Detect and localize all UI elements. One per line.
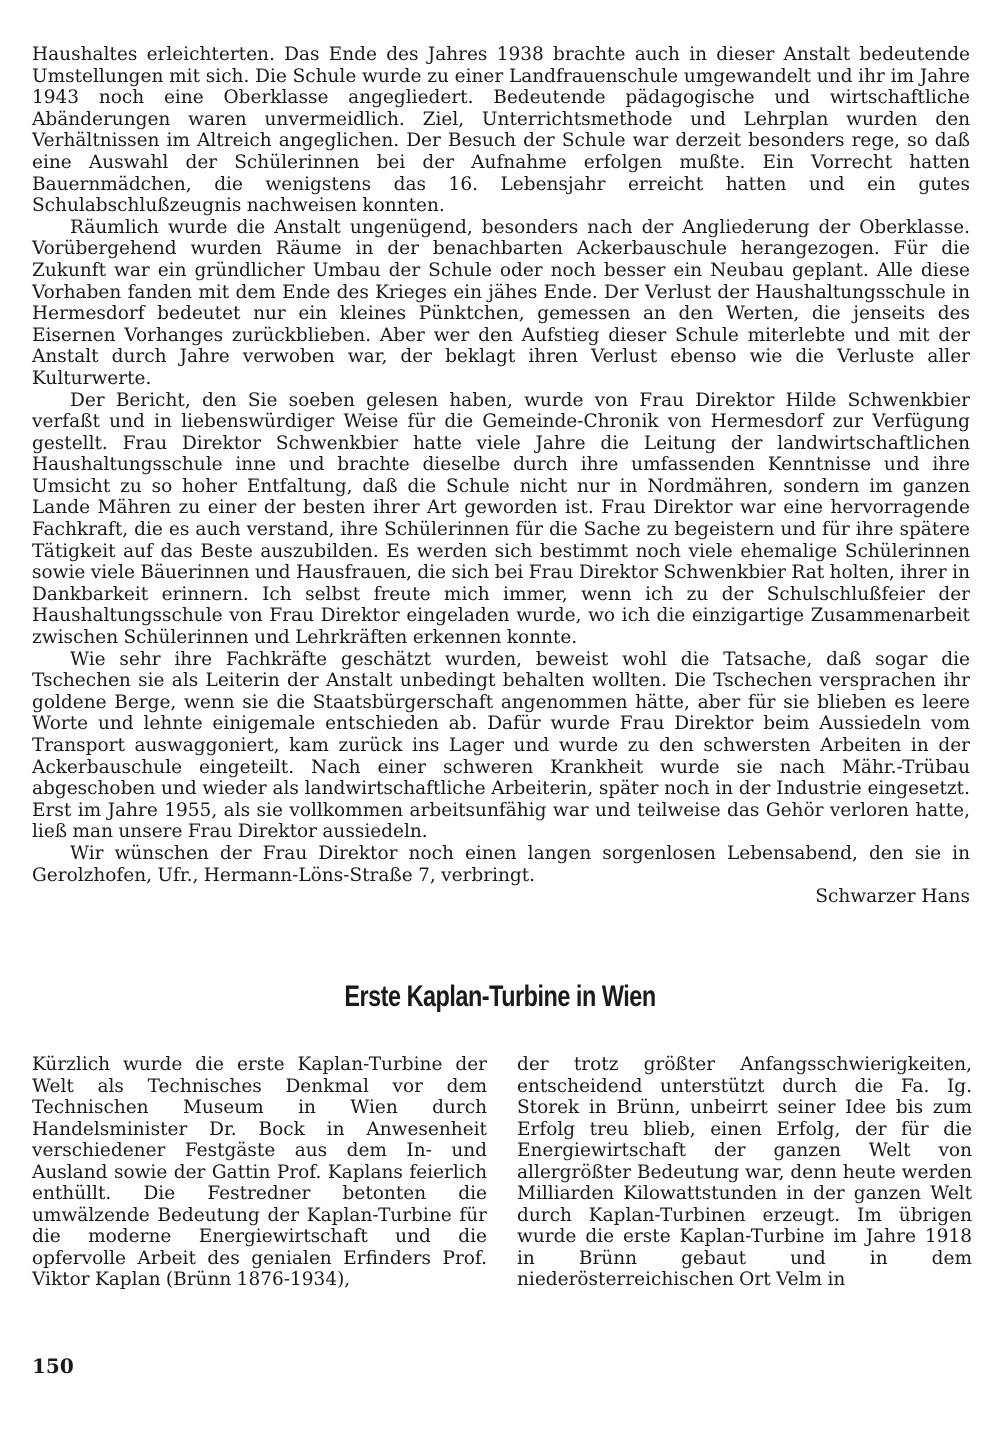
paragraph-4: Wie sehr ihre Fachkräfte geschätzt wurden, beweist wohl die Tatsache, daß sogar die Tschechen sie als Leiterin der Anstalt unbedingt behalten wollten. Die Tschechen versprachen ihr goldene Berge, wenn sie die Staatsbürgerschaft angenommen hätte, aber für sie blieben es leere Worte und lehnte einigemale entschieden ab. Dafür wurde Frau Direktor beim Aussiedeln vom Transport auswaggoniert, kam zurück ins Lager und wurde zu den schwersten Arbeiten in der Ackerbauschule eingeteilt. Nach einer schweren Krankheit wurde sie nach Mähr.-Trübau abgeschoben und wieder als landwirtschaftliche Arbeiterin, später noch in der Industrie eingesetzt. Erst im Jahre 1955, als sie vollkommen arbeitsunfähig war und teilweise das Gehör verloren hatte, ließ man unsere Frau Direktor aussiedeln. [32,648,970,843]
article-title: Erste Kaplan-Turbine in Wien [344,980,656,1013]
page-number: 150 [32,1354,74,1378]
paragraph-5: Wir wünschen der Frau Direktor noch einen langen sorgenlosen Lebensabend, den sie in Gerolzhofen, Ufr., Hermann-Löns-Straße 7, verbringt. [32,842,970,886]
paragraph-2: Räumlich wurde die Anstalt ungenügend, besonders nach der Angliederung der Oberklasse. Vorübergehend wurden Räume in der benachbarten Ackerbauschule herangezogen. Für die Zukunft war ein gründlicher Umbau der Schule oder noch besser ein Neubau geplant. Alle diese Vorhaben fanden mit dem Ende des Krieges ein jähes Ende. Der Verlust der Haushaltungsschule in Hermesdorf bedeutet nur ein kleines Pünktchen, gemessen an den Werten, die jenseits des Eisernen Vorhanges zurückblieben. Aber wer den Aufstieg dieser Schule miterlebte und mit der Anstalt durch Jahre verwoben war, der beklagt ihren Verlust ebenso wie die Verluste aller Kulturwerte. [32,216,970,389]
article-column-right: der trotz größter Anfangsschwierigkeiten, entscheidend unterstützt durch die Fa. Ig. Storek in Brünn, unbeirrt seiner Idee bis zum Erfolg treu blieb, einen Erfolg, der für die Energiewirtschaft der ganzen Welt von allergrößter Bedeutung war, denn heute werden Milliarden Kilowattstunden in der ganzen Welt durch Kaplan-Turbinen erzeugt. Im übrigen wurde die erste Kaplan-Turbine im Jahre 1918 in Brünn gebaut und in dem niederösterreichischen Ort Velm in [517,1054,972,1290]
continued-article [32,44,970,908]
article-column-left: Kürzlich wurde die erste Kaplan-Turbine der Welt als Technisches Denkmal vor dem Technischen Museum in Wien durch Handelsminister Dr. Bock in Anwesenheit verschiedener Festgäste aus dem In- und Ausland sowie der Gattin Prof. Kaplans feierlich enthüllt. Die Festredner betonten die umwälzende Bedeutung der Kaplan-Turbine für die moderne Energiewirtschaft und die opfervolle Arbeit des genialen Erfinders Prof. Viktor Kaplan (Brünn 1876-1934), [32,1054,487,1290]
paragraph-3: Der Bericht, den Sie soeben gelesen haben, wurde von Frau Direktor Hilde Schwenkbier verfaßt und in liebenswürdiger Weise für die Gemeinde-Chronik von Hermesdorf zur Verfügung gestellt. Frau Direktor Schwenkbier hatte viele Jahre die Leitung der landwirtschaftlichen Haushaltungsschule inne und brachte dieselbe durch ihre umfassenden Kenntnisse und ihre Umsicht zu so hoher Entfaltung, daß die Schule nicht nur in Nordmähren, sondern im ganzen Lande Mähren zu einer der besten ihrer Art geworden ist. Frau Direktor war eine hervorragende Fachkraft, die es auch verstand, ihre Schülerinnen für die Sache zu begeistern und für ihre spätere Tätigkeit auf das Beste auszubilden. Es werden sich bestimmt noch viele ehemalige Schülerinnen sowie viele Bäuerinnen und Hausfrauen, die sich bei Frau Direktor Schwenkbier Rat holten, ihrer in Dankbarkeit erinnern. Ich selbst freute mich immer, wenn ich zu der Schulschlußfeier der Haushaltungsschule von Frau Direktor eingeladen wurde, wo ich die einzigartige Zusammenarbeit zwischen Schülerinnen und Lehrkräften erkennen konnte. [32,389,970,649]
paragraph-1: Haushaltes erleichterten. Das Ende des Jahres 1938 brachte auch in dieser Anstalt bedeutende Umstellungen mit sich. Die Schule wurde zu einer Landfrauenschule umgewandelt und ihr im Jahre 1943 noch eine Oberklasse angegliedert. Bedeutende pädagogische und wirtschaftliche Abänderungen waren unvermeidlich. Ziel, Unterrichtsmethode und Lehrplan wurden den Verhältnissen im Altreich angeglichen. Der Besuch der Schule war derzeit besonders rege, so daß eine Auswahl der Schülerinnen bei der Aufnahme erfolgen mußte. Ein Vorrecht hatten Bauernmädchen, die wenigstens das 16. Lebensjahr erreicht hatten und ein gutes Schulabschlußzeugnis nachweisen konnten. [32,44,970,217]
article-columns [32,1054,972,1291]
author-signature: Schwarzer Hans [815,886,970,908]
